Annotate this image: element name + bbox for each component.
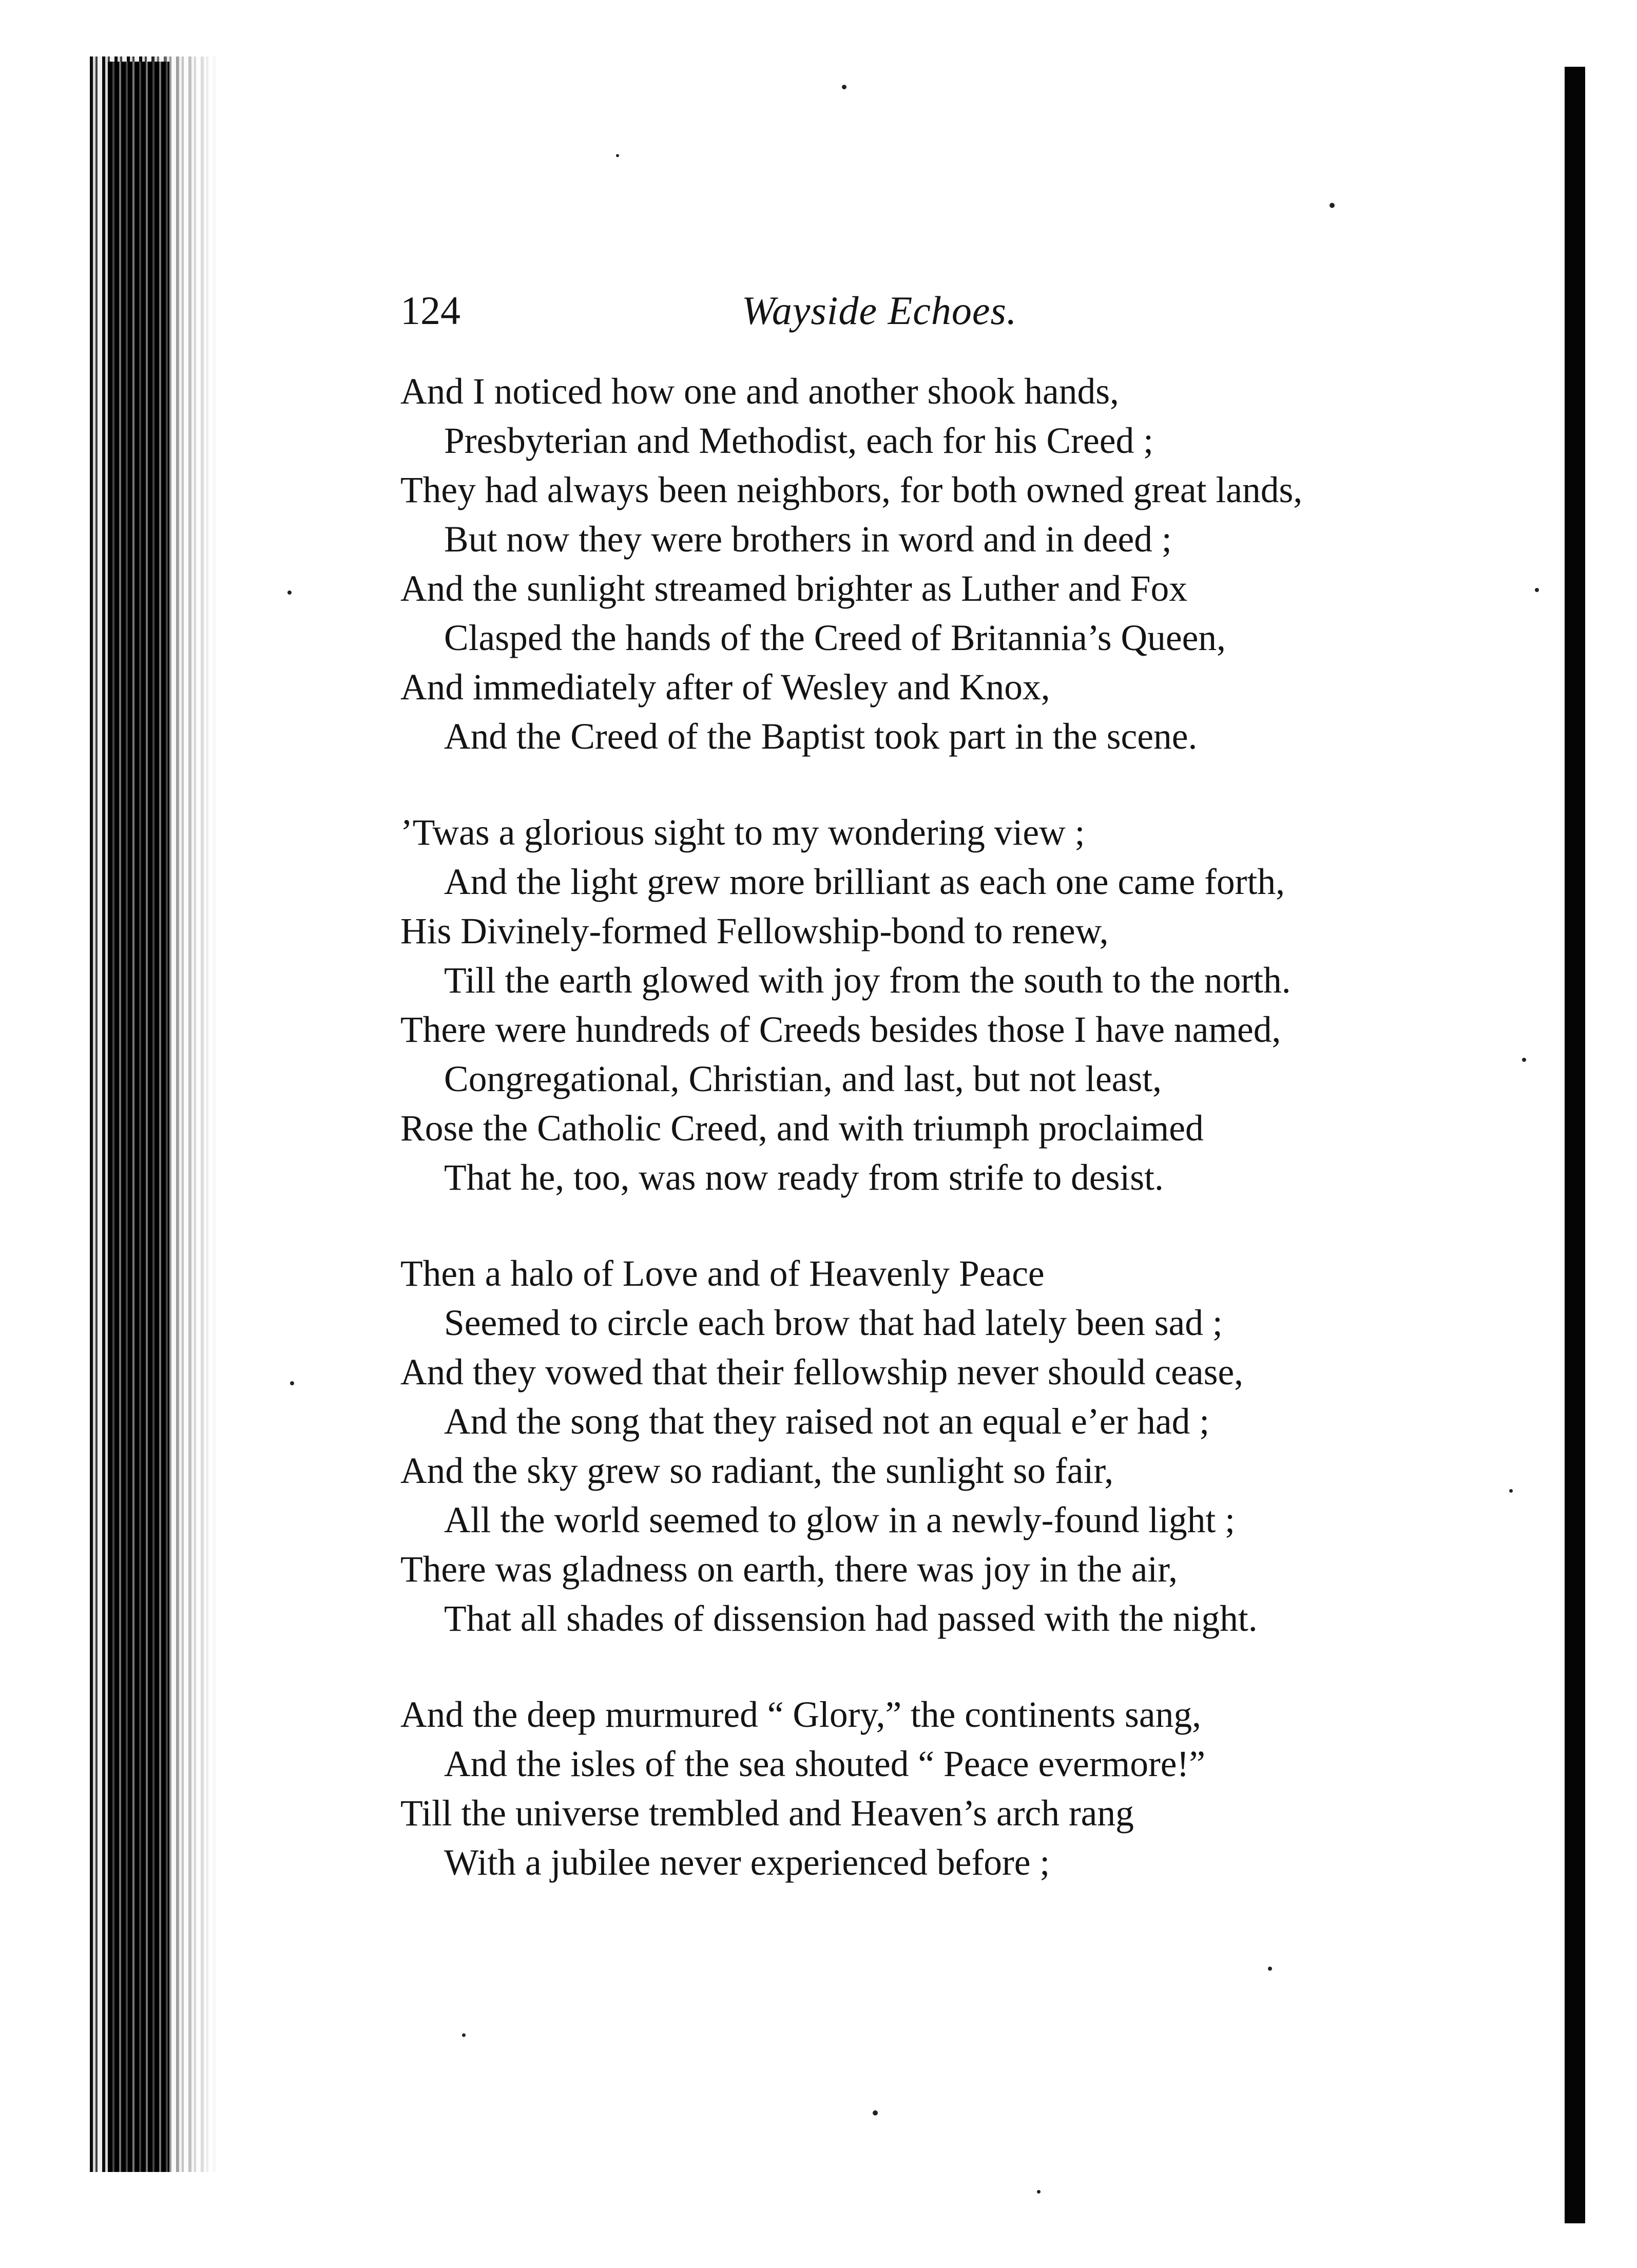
stanza-2 [400,808,1478,1203]
running-title: Wayside Echoes. [742,288,1017,333]
speck [1535,588,1539,592]
poem-body [400,367,1478,1934]
poem-line: There were hundreds of Creeds besides those I have named, [400,1009,1281,1050]
speck [1509,1489,1513,1493]
poem-line: His Divinely-formed Fellowship-bond to renew, [400,911,1109,951]
poem-line: Then a halo of Love and of Heavenly Peace [400,1253,1045,1294]
speck [290,1381,294,1385]
poem-line: And the Creed of the Baptist took part in the scene. [444,716,1198,757]
speck [616,154,619,157]
poem-line: And the sky grew so radiant, the sunlight so fair, [400,1451,1114,1491]
poem-line: Till the universe trembled and Heaven’s arch rang [400,1793,1134,1834]
speck [1330,203,1335,208]
stanza-3 [400,1249,1478,1644]
speck [1268,1967,1272,1971]
poem-line: And immediately after of Wesley and Knox, [400,667,1050,708]
stanza-1 [400,367,1478,761]
poem-line: All the world seemed to glow in a newly-found light ; [444,1500,1235,1540]
speck [462,2033,466,2037]
speck [1037,2190,1041,2194]
poem-line: Clasped the hands of the Creed of Britannia’s Queen, [444,618,1226,658]
poem-line: Congregational, Christian, and last, but not least, [444,1059,1162,1099]
poem-line: There was gladness on earth, there was joy in the air, [400,1549,1178,1590]
speck [1522,1058,1526,1062]
poem-line: But now they were brothers in word and in deed ; [444,519,1172,560]
binding-edge-core [108,62,169,2172]
poem-line: ’Twas a glorious sight to my wondering view ; [400,812,1085,853]
stanza-4 [400,1690,1478,1888]
poem-line: And the deep murmured “ Glory,” the continents sang, [400,1694,1201,1735]
page-number: 124 [400,288,460,333]
speck [842,85,846,89]
poem-line: Seemed to circle each brow that had lately been sad ; [444,1303,1223,1343]
page-header [0,285,1637,347]
speck [287,590,292,595]
poem-line: And the isles of the sea shouted “ Peace evermore!” [444,1744,1206,1784]
poem-line: They had always been neighbors, for both owned great lands, [400,470,1303,510]
poem-line: Rose the Catholic Creed, and with triumph proclaimed [400,1108,1204,1149]
poem-line: And the song that they raised not an equal e’er had ; [444,1401,1210,1442]
speck [873,2110,878,2115]
right-edge-bar [1565,67,1585,2223]
poem-line: And I noticed how one and another shook hands, [400,371,1119,412]
poem-line: And they vowed that their fellowship never should cease, [400,1352,1244,1393]
poem-line: With a jubilee never experienced before ; [444,1842,1050,1883]
poem-line: That he, too, was now ready from strife to desist. [444,1157,1164,1198]
poem-line: And the light grew more brilliant as each one came forth, [444,862,1285,902]
poem-line: And the sunlight streamed brighter as Luther and Fox [400,568,1187,609]
poem-line: Till the earth glowed with joy from the south to the north. [444,960,1291,1001]
poem-line: That all shades of dissension had passed with the night. [444,1598,1258,1639]
poem-line: Presbyterian and Methodist, each for his Creed ; [444,421,1153,461]
